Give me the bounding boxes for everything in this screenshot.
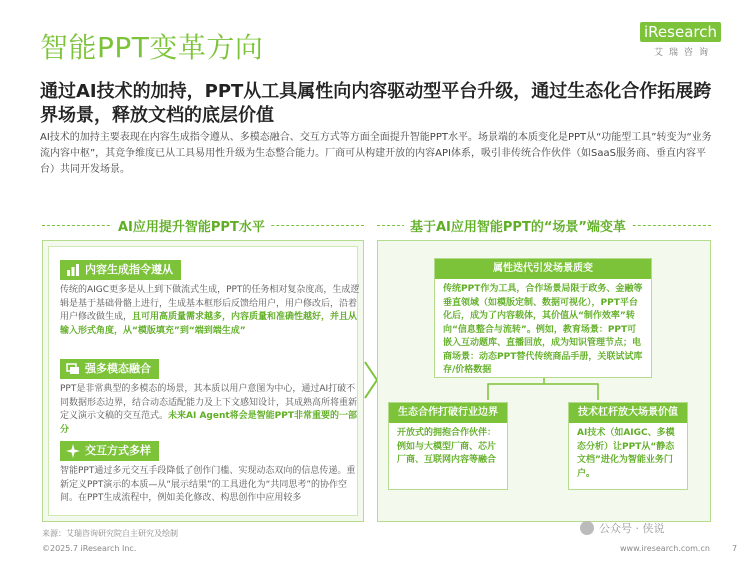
copyright: ©2025.7 iResearch Inc. — [42, 544, 137, 553]
website: www.iresearch.com.cn — [620, 544, 710, 553]
page-subtitle: 通过AI技术的加持，PPT从工具属性向内容驱动型平台升级，通过生态化合作拓展跨界场景，释放文档的底层价值 — [40, 81, 712, 126]
page-number: 7 — [732, 544, 738, 553]
tag-interaction — [60, 441, 159, 461]
tag-multimodal — [60, 359, 159, 379]
interaction-text: 智能PPT通过多元交互手段降低了创作门槛、实现动态双向的信息传递。重新定义PPT演示的本质—从“展示结果”的工具进化为“共同思考”的协作空间。在PPT生成流程中，例如美化修改、构思创作中应用较多 — [60, 466, 356, 503]
wechat-icon — [580, 521, 594, 535]
page-title: 智能PPT变革方向 — [40, 31, 264, 64]
sparkle-icon — [66, 444, 80, 458]
attribute-iteration-box — [434, 258, 652, 378]
source-note: 来源：艾瑞咨询研究院自主研究及绘制 — [42, 529, 178, 538]
box-body: AI技术（如AIGC、多模态分析）让PPT从“静态文档”进化为智能业务门户。 — [577, 428, 675, 479]
chevron-right-icon — [364, 360, 378, 400]
tag-instruction-following — [60, 260, 181, 280]
left-section-heading: AI应用提升智能PPT水平 — [112, 216, 271, 235]
multimodal-text: PPT是非常典型的多模态的场景，其本质以用户意图为中心，通过AI打破不同数据形态边界，结合动态适配能力及上下文感知设计，其成熟高所将重新定义演示文稿的交互范式。未来AI Agent将会是智能PPT非常重要的一部分 — [60, 384, 358, 435]
box-title: 生态合作打破行业边界 — [389, 403, 507, 423]
layers-icon — [66, 362, 80, 376]
connector-lines — [434, 378, 654, 402]
intro-paragraph: AI技术的加持主要表现在内容生成指令遵从、多模态融合、交互方式等方面全面提升智能PPT水平。场景端的本质变化是PPT从“功能型工具”转变为“业务流内容中枢”，其竞争维度已从工具易用性升级为生态整合能力。厂商可从构建开放的内容API体系，吸引非传统合作伙伴（如SaaS服务商、垂直内容平台）共同开发场景。 — [40, 132, 712, 175]
box-title: 技术杠杆放大场景价值 — [569, 403, 687, 423]
tech-leverage-box — [568, 402, 688, 490]
logo-text: iResearch — [640, 22, 721, 42]
box-body: 传统PPT作为工具，合作场景局限于政务、金融等垂直领域（如模版定制、数据可视化），PPT平台化后，成为了内容载体，其价值从“制作效率”转向“信息整合与流转”。例如，教育场景：PPT可嵌入互动题库、直播回放，成为知识管理节点；电商场景：动态PPT替代传统商品手册，关联试试库存/价格数据 — [443, 284, 643, 375]
ecosystem-box — [388, 402, 508, 490]
tag-label: 内容生成指令遵从 — [85, 263, 173, 276]
iresearch-logo — [640, 22, 730, 66]
tag-label: 交互方式多样 — [85, 444, 151, 457]
bar-chart-icon — [66, 263, 80, 277]
right-section-heading: 基于AI应用智能PPT的“场景”端变革 — [404, 216, 632, 235]
wechat-watermark: 公众号 · 侠说 — [580, 520, 665, 536]
instruction-following-text: 传统的AIGC更多是从上到下做流式生成，PPT的任务相对复杂度高，生成逻辑是基于基础骨骼上进行，生成基本框形后反馈给用户，用户修改后，沿着用户修改做生成，且可用高质量需求越多，内容质量和准确性越好，并且从输入形式角度，从“模版填充”到“端到端生成” — [60, 285, 360, 336]
box-body: 开放式的拥抱合作伙伴：例如与大模型厂商、芯片厂商、互联网内容等融合 — [397, 428, 497, 465]
tag-label: 强多模态融合 — [85, 362, 151, 375]
logo-subtext: 艾瑞咨询 — [654, 48, 715, 58]
box-title: 属性迭代引发场景质变 — [435, 259, 651, 279]
